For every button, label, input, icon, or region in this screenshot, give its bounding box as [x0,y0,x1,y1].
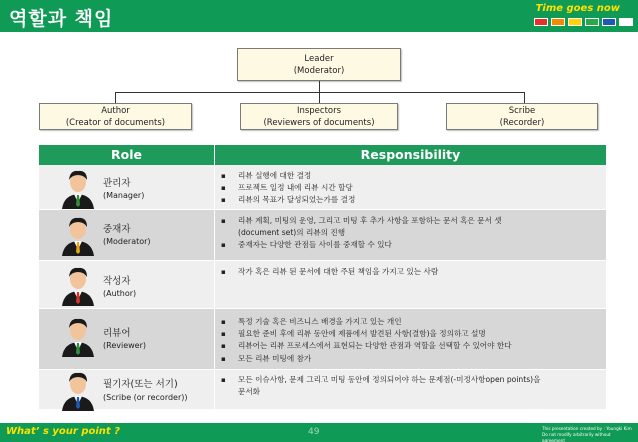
responsibility-list [215,215,598,252]
credit-line: Do not modify arbitrarily without agreement [542,432,611,442]
header-tagline: Time goes now [535,3,620,14]
connector-line [524,92,525,103]
role-name: 리뷰어 [103,328,131,339]
color-swatches [534,18,633,26]
org-box-subtitle: (Moderator) [293,65,345,76]
header-bar [0,0,638,32]
org-box-title: Scribe [508,105,536,116]
role-name: 관리자 [103,178,131,189]
role-english: (Author) [103,289,137,298]
role-english: (Reviewer) [103,341,146,350]
role-english: (Scribe (or recorder)) [103,393,188,402]
responsibility-list [215,170,598,207]
page-number: 49 [308,427,320,437]
role-name: 중재자 [103,224,131,235]
businessman-icon [58,214,98,256]
roles-table [39,145,606,410]
list-item: ▪ 필요한 준비 후에 리뷰 동안에 제품에서 발견된 사항(결함)을 정의하고 설명 [215,328,598,340]
list-item: ▪ 모든 리뷰 미팅에 참가 [215,353,598,365]
list-item: ▪ 프로젝트 일정 내에 리뷰 시간 할당 [215,182,598,194]
connector-line [319,81,320,92]
list-item: ▪ 리뷰 계획, 미팅의 운영, 그리고 미팅 후 추가 사항을 포함하는 문서 혹은 문서 셋 [215,215,598,227]
org-box-title: Inspectors [296,105,342,116]
table-row-manager [39,165,606,210]
list-item: ▪ 중재자는 다양한 관점들 사이를 중재할 수 있다 [215,239,598,251]
org-box-inspectors [240,103,398,130]
column-header-responsibility: Responsibility [360,147,461,162]
list-item: ▪ 리뷰의 목표가 달성되었는가를 결정 [215,194,598,206]
table-header [39,145,606,165]
table-row-moderator [39,210,606,261]
responsibility-list [215,316,598,365]
connector-line [319,92,320,103]
footer-tagline: What’ s your point ? [6,426,120,437]
connector-line [115,92,116,103]
connector-line [115,92,525,93]
color-swatch [585,18,599,26]
column-header-role: Role [111,147,142,162]
credit-line: This presentation created by : Youngki Kim [542,426,632,431]
role-english: (Moderator) [103,237,151,246]
org-box-leader [237,48,401,81]
responsibility-list [215,374,598,398]
org-box-scribe [446,103,598,130]
color-swatch [619,18,633,26]
role-english: (Manager) [103,191,145,200]
list-item: ▪ 리뷰어는 리뷰 프로세스에서 표현되는 다양한 관점과 역할을 선택할 수 있어야 한다 [215,340,598,352]
org-box-author [39,103,192,130]
list-item: ▪ 리뷰 실행에 대한 결정 [215,170,598,182]
footer-bar [0,423,638,442]
businessman-icon [58,369,98,411]
list-item-continuation: 문서화 [238,387,261,397]
list-item: ▪ 특정 기술 혹은 비즈니스 배경을 가지고 있는 개인 [215,316,598,328]
role-name: 필기자(또는 서기) [103,379,178,390]
credit-text [542,426,632,442]
page-title: 역할과 책임 [9,8,114,30]
table-row-reviewer [39,309,606,370]
list-item: ▪ 모든 이슈사항, 문제 그리고 미팅 동안에 정의되어야 하는 문제점(-미정사항open points)을 [215,374,598,386]
org-box-subtitle: (Reviewers of documents) [263,117,375,128]
color-swatch [602,18,616,26]
businessman-icon [58,167,98,209]
color-swatch [534,18,548,26]
list-item-continuation: (document set)의 리뷰의 진행 [238,228,346,238]
responsibility-list [215,266,598,278]
businessman-icon [58,315,98,357]
table-row-author [39,261,606,309]
org-box-subtitle: (Recorder) [499,117,545,128]
org-box-subtitle: (Creator of documents) [65,117,166,128]
businessman-icon [58,264,98,306]
org-box-title: Author [101,105,130,116]
color-swatch [551,18,565,26]
role-name: 작성자 [103,276,131,287]
color-swatch [568,18,582,26]
table-row-scribe [39,370,606,410]
org-box-title: Leader [304,53,334,64]
list-item: ▪ 작가 혹은 리뷰 된 문서에 대한 주된 책임을 가지고 있는 사람 [215,266,598,278]
